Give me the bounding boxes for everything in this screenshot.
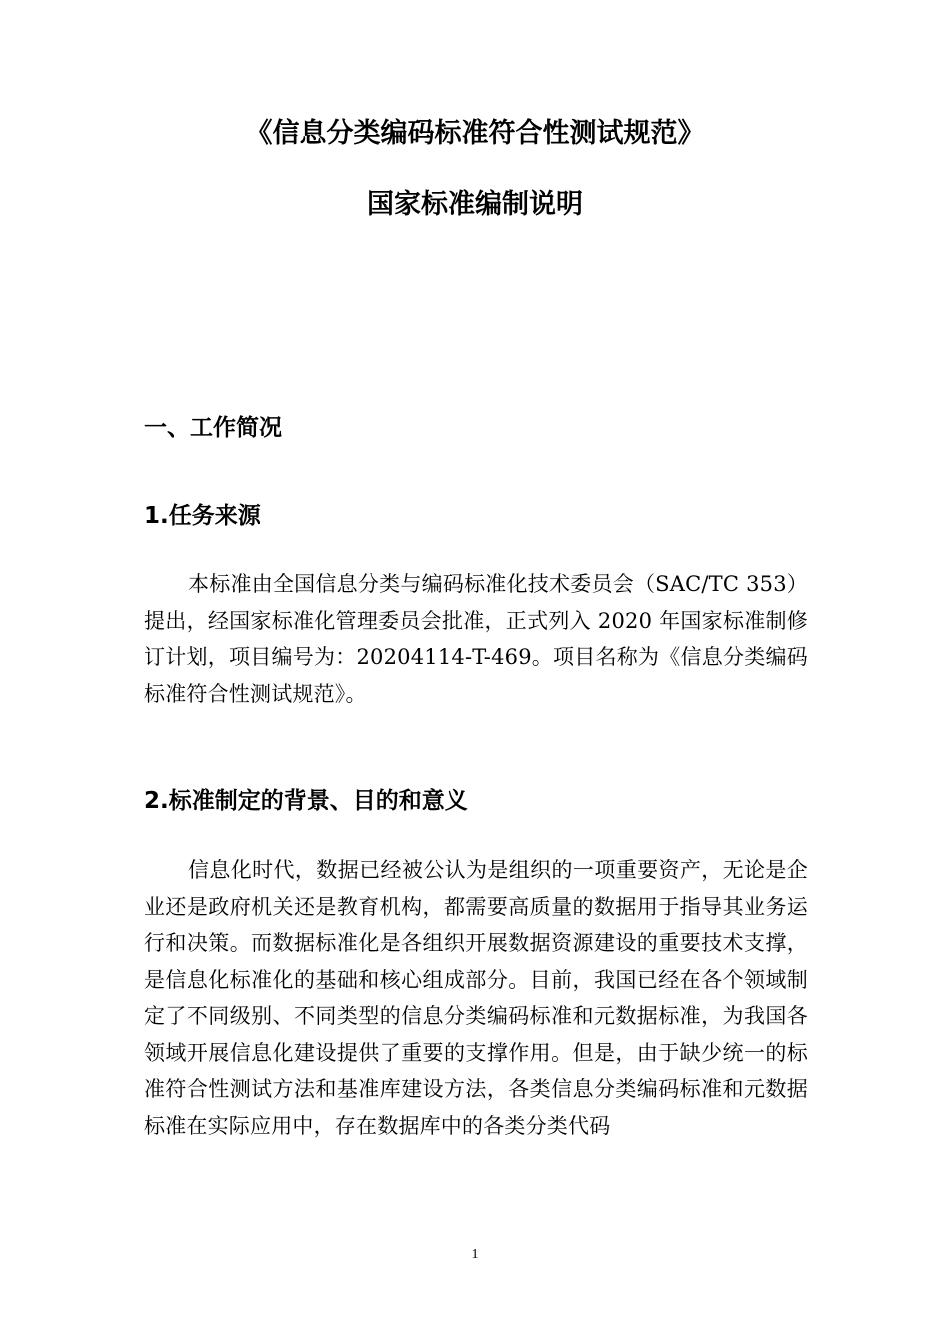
subsection-heading-background: 2.标准制定的背景、目的和意义 — [144, 788, 468, 814]
paragraph-task-source: 本标准由全国信息分类与编码标准化技术委员会（SAC/TC 353）提出，经国家标准化管理委员会批准，正式列入 2020 年国家标准制修订计划，项目编号为：20204114-T-469。项目名称为《信息分类编码标准符合性测试规范》。 — [144, 572, 808, 706]
page-number: 1 — [471, 1247, 479, 1262]
subsection-heading-task-source: 1.任务来源 — [144, 503, 261, 529]
section-heading-work-overview: 一、工作简况 — [144, 415, 282, 441]
paragraph-background: 信息化时代，数据已经被公认为是组织的一项重要资产，无论是企业还是政府机关还是教育机构，都需要高质量的数据用于指导其业务运行和决策。而数据标准化是各组织开展数据资源建设的重要技术支撑，是信息化标准化的基础和核心组成部分。目前，我国已经在各个领域制定了不同级别、不同类型的信息分类编码标准和元数据标准，为我国各领域开展信息化建设提供了重要的支撑作用。但是，由于缺少统一的标准符合性测试方法和基准库建设方法，各类信息分类编码标准和元数据标准在实际应用中，存在数据库中的各类分类代码 — [144, 858, 808, 1138]
document-subtitle: 国家标准编制说明 — [367, 189, 583, 220]
document-title: 《信息分类编码标准符合性测试规范》 — [245, 118, 705, 149]
